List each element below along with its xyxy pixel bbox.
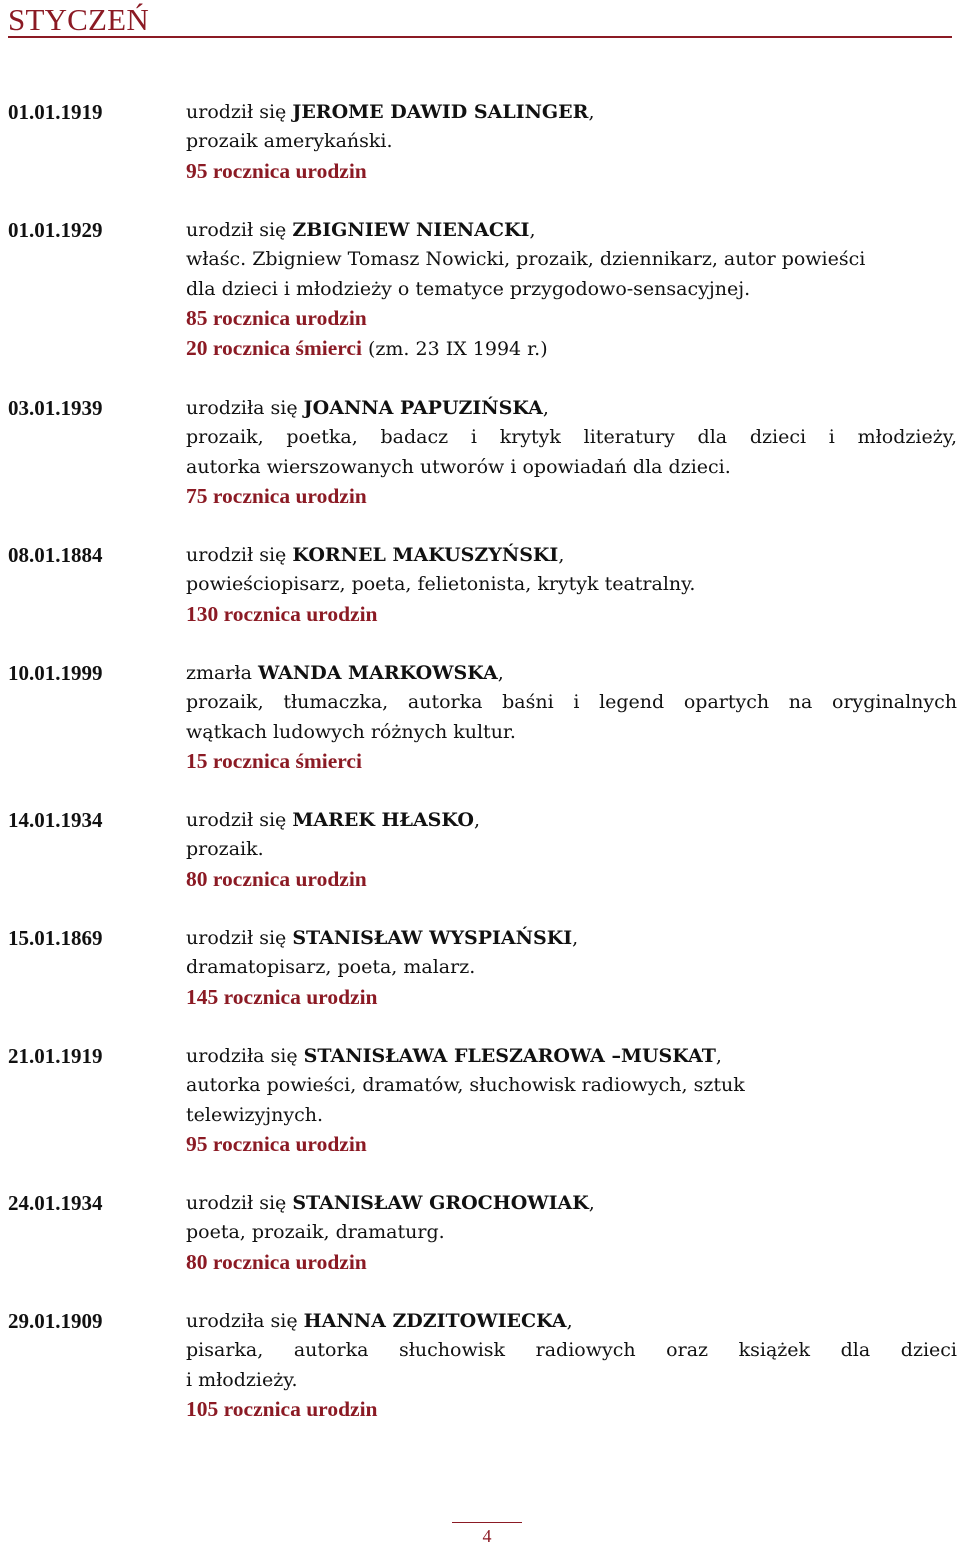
entry-anniversary: 130 rocznica urodzin bbox=[186, 601, 378, 626]
entry-name: WANDA MARKOWSKA bbox=[257, 662, 498, 684]
entry-anniversary: 145 rocznica urodzin bbox=[186, 984, 378, 1009]
entry-headline: urodził się STANISŁAW GROCHOWIAK, bbox=[186, 1192, 595, 1214]
entry-date: 24.01.1934 bbox=[8, 1191, 103, 1215]
entry-anniversary: 85 rocznica urodzin bbox=[186, 306, 367, 331]
entry-date: 08.01.1884 bbox=[8, 543, 103, 567]
entry-verb: urodził się bbox=[186, 219, 287, 241]
entry-anniversary: 95 rocznica urodzin bbox=[186, 158, 367, 183]
entry-verb: urodziła się bbox=[186, 1310, 298, 1332]
entry-description: prozaik. bbox=[186, 838, 264, 861]
month-heading bbox=[8, 0, 952, 38]
footer-rule bbox=[452, 1522, 522, 1523]
entry-body bbox=[186, 1307, 957, 1425]
entry-description: pisarka, autorka słuchowisk radiowych oraz książek dla dzieci bbox=[186, 1339, 957, 1362]
entry-body bbox=[186, 541, 957, 629]
entry-description: i młodzieży. bbox=[186, 1368, 298, 1391]
entry-date: 10.01.1999 bbox=[8, 661, 103, 685]
entry-verb: urodziła się bbox=[186, 397, 298, 419]
entry-verb: urodził się bbox=[186, 101, 287, 123]
entry-name: HANNA ZDZITOWIECKA bbox=[303, 1310, 567, 1332]
entry-body bbox=[186, 924, 957, 1012]
entry-headline: urodziła się HANNA ZDZITOWIECKA, bbox=[186, 1310, 573, 1332]
entry-date: 14.01.1934 bbox=[8, 808, 103, 832]
entry-anniversary: 80 rocznica urodzin bbox=[186, 866, 367, 891]
entry-body bbox=[186, 1042, 957, 1160]
page-number: 4 bbox=[482, 1526, 492, 1546]
entry-description: autorka wierszowanych utworów i opowiadań dla dzieci. bbox=[186, 455, 731, 478]
entry-description: poeta, prozaik, dramaturg. bbox=[186, 1221, 445, 1244]
entry-name: ZBIGNIEW NIENACKI bbox=[292, 219, 530, 241]
entry-body bbox=[186, 216, 957, 363]
entry-headline: zmarła WANDA MARKOWSKA, bbox=[186, 662, 504, 684]
entry-date: 03.01.1939 bbox=[8, 396, 103, 420]
entry-description: powieściopisarz, poeta, felietonista, krytyk teatralny. bbox=[186, 573, 696, 596]
entry-headline: urodziła się STANISŁAWA FLESZAROWA –MUSKAT, bbox=[186, 1045, 722, 1067]
entry-name: STANISŁAW WYSPIAŃSKI bbox=[292, 927, 573, 949]
month-title: STYCZEŃ bbox=[8, 2, 149, 37]
entry-description: właśc. Zbigniew Tomasz Nowicki, prozaik, dziennikarz, autor powieści bbox=[186, 248, 866, 271]
entry-description: prozaik, tłumaczka, autorka baśni i legend opartych na oryginalnych bbox=[186, 691, 957, 714]
entry-verb: urodziła się bbox=[186, 1045, 298, 1067]
entry-body bbox=[186, 806, 957, 894]
entry-verb: urodził się bbox=[186, 544, 287, 566]
entry-anniversary: 75 rocznica urodzin bbox=[186, 484, 367, 509]
entry-date: 01.01.1919 bbox=[8, 100, 103, 124]
entry-date: 29.01.1909 bbox=[8, 1309, 103, 1333]
entry-date: 15.01.1869 bbox=[8, 926, 103, 950]
entry-headline: urodził się JEROME DAWID SALINGER, bbox=[186, 101, 595, 123]
entry-description: wątkach ludowych różnych kultur. bbox=[186, 720, 516, 743]
entry-verb: urodził się bbox=[186, 1192, 287, 1214]
entry-name: JEROME DAWID SALINGER bbox=[292, 101, 589, 123]
entry-anniversary: 15 rocznica śmierci bbox=[186, 749, 362, 774]
entry-name: MAREK HŁASKO bbox=[292, 809, 474, 831]
entry-anniversary: 95 rocznica urodzin bbox=[186, 1132, 367, 1157]
entry-headline: urodził się STANISŁAW WYSPIAŃSKI, bbox=[186, 927, 579, 949]
entry-anniversary: 80 rocznica urodzin bbox=[186, 1249, 367, 1274]
entry-description: dla dzieci i młodzieży o tematyce przygodowo-sensacyjnej. bbox=[186, 277, 751, 300]
entry-body bbox=[186, 1189, 957, 1277]
entry-description: prozaik, poetka, badacz i krytyk literatury dla dzieci i młodzieży, bbox=[186, 426, 957, 449]
death-note: (zm. 23 IX 1994 r.) bbox=[367, 337, 548, 360]
entry-headline: urodziła się JOANNA PAPUZIŃSKA, bbox=[186, 397, 549, 419]
entry-body bbox=[186, 394, 957, 512]
entry-date: 01.01.1929 bbox=[8, 218, 103, 242]
entry-anniversary: 20 rocznica śmierci (zm. 23 IX 1994 r.) bbox=[186, 335, 548, 360]
entry-date: 21.01.1919 bbox=[8, 1044, 103, 1068]
entry-verb: urodził się bbox=[186, 809, 287, 831]
entry-description: autorka powieści, dramatów, słuchowisk radiowych, sztuk bbox=[186, 1074, 745, 1097]
entry-headline: urodził się MAREK HŁASKO, bbox=[186, 809, 481, 831]
entry-verb: zmarła bbox=[186, 662, 252, 684]
entry-name: STANISŁAWA FLESZAROWA –MUSKAT bbox=[303, 1045, 716, 1067]
entry-name: KORNEL MAKUSZYŃSKI bbox=[292, 544, 559, 566]
entry-body bbox=[186, 659, 957, 777]
entry-body bbox=[186, 98, 957, 186]
entry-name: STANISŁAW GROCHOWIAK bbox=[292, 1192, 589, 1214]
entry-description: dramatopisarz, poeta, malarz. bbox=[186, 956, 476, 979]
entry-headline: urodził się ZBIGNIEW NIENACKI, bbox=[186, 219, 536, 241]
entry-description: telewizyjnych. bbox=[186, 1103, 324, 1126]
entry-headline: urodził się KORNEL MAKUSZYŃSKI, bbox=[186, 544, 565, 566]
entry-description: prozaik amerykański. bbox=[186, 130, 393, 153]
entry-verb: urodził się bbox=[186, 927, 287, 949]
entry-anniversary: 105 rocznica urodzin bbox=[186, 1397, 378, 1422]
entry-name: JOANNA PAPUZIŃSKA bbox=[303, 397, 543, 419]
